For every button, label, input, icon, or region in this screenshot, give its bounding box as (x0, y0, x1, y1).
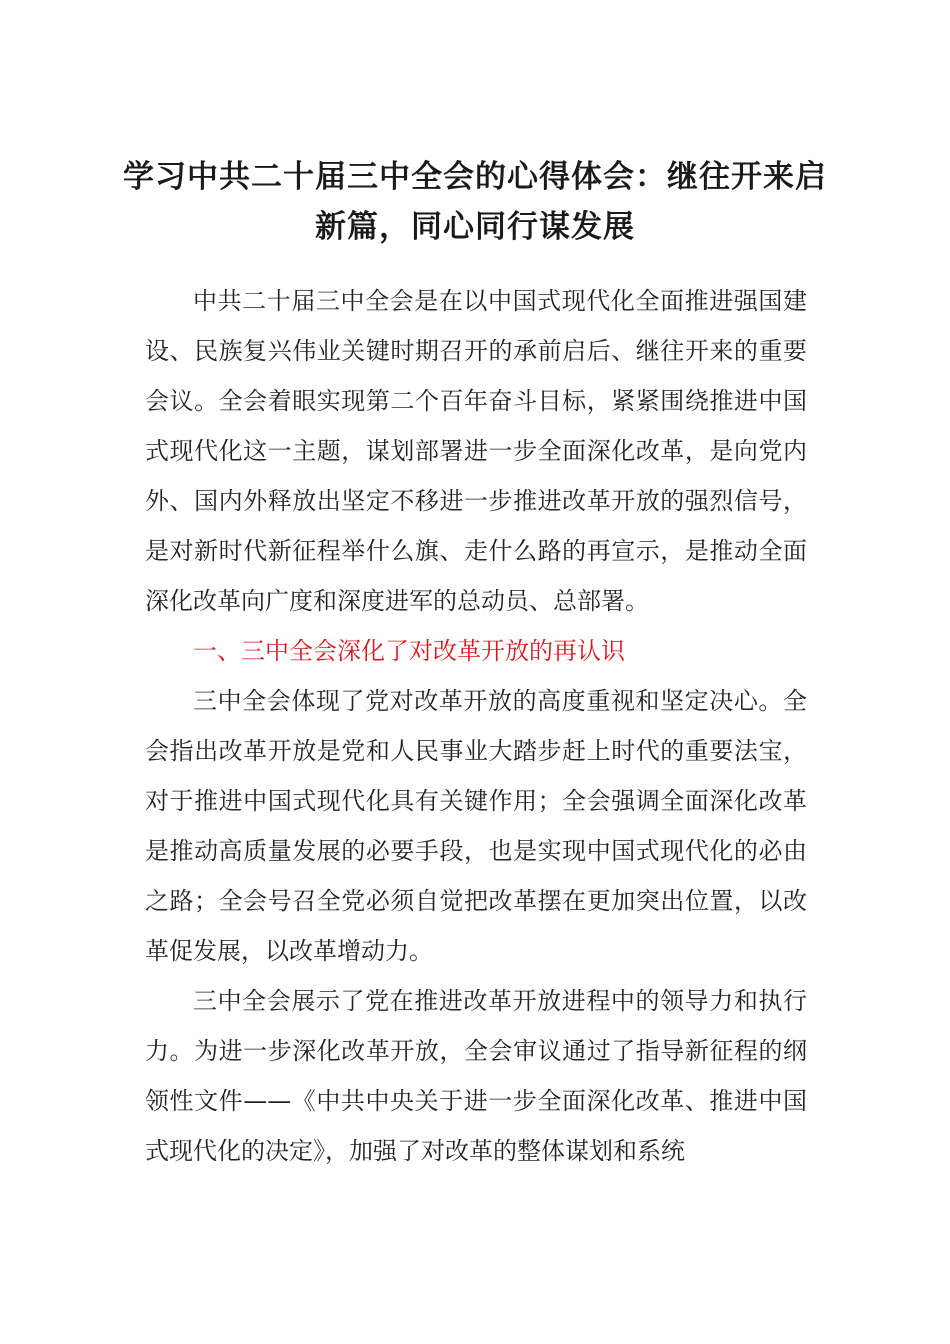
intro-paragraph: 中共二十届三中全会是在以中国式现代化全面推进强国建设、民族复兴伟业关键时期召开的承前启后、继往开来的重要会议。全会着眼实现第二个百年奋斗目标，紧紧围绕推进中国式现代化这一主题，谋划部署进一步全面深化改革，是向党内外、国内外释放出坚定不移进一步推进改革开放的强烈信号，是对新时代新征程举什么旗、走什么路的再宣示，是推动全面深化改革向广度和深度进军的总动员、总部署。 (145, 287, 807, 615)
body-paragraph: 三中全会体现了党对改革开放的高度重视和坚定决心。全会指出改革开放是党和人民事业大踏步赶上时代的重要法宝，对于推进中国式现代化具有关键作用；全会强调全面深化改革是推动高质量发展的必要手段，也是实现中国式现代化的必由之路；全会号召全党必须自觉把改革摆在更加突出位置，以改革促发展，以改革增动力。 (145, 687, 807, 965)
document-title: 学习中共二十届三中全会的心得体会：继往开来启新篇，同心同行谋发展 (123, 159, 827, 245)
body-paragraph: 三中全会展示了党在推进改革开放进程中的领导力和执行力。为进一步深化改革开放，全会审议通过了指导新征程的纲领性文件——《中共中央关于进一步全面深化改革、推进中国式现代化的决定》，加强了对改革的整体谋划和系统 (145, 987, 807, 1165)
section-heading: 一、三中全会深化了对改革开放的再认识 (193, 637, 625, 665)
document-body (145, 276, 807, 1176)
